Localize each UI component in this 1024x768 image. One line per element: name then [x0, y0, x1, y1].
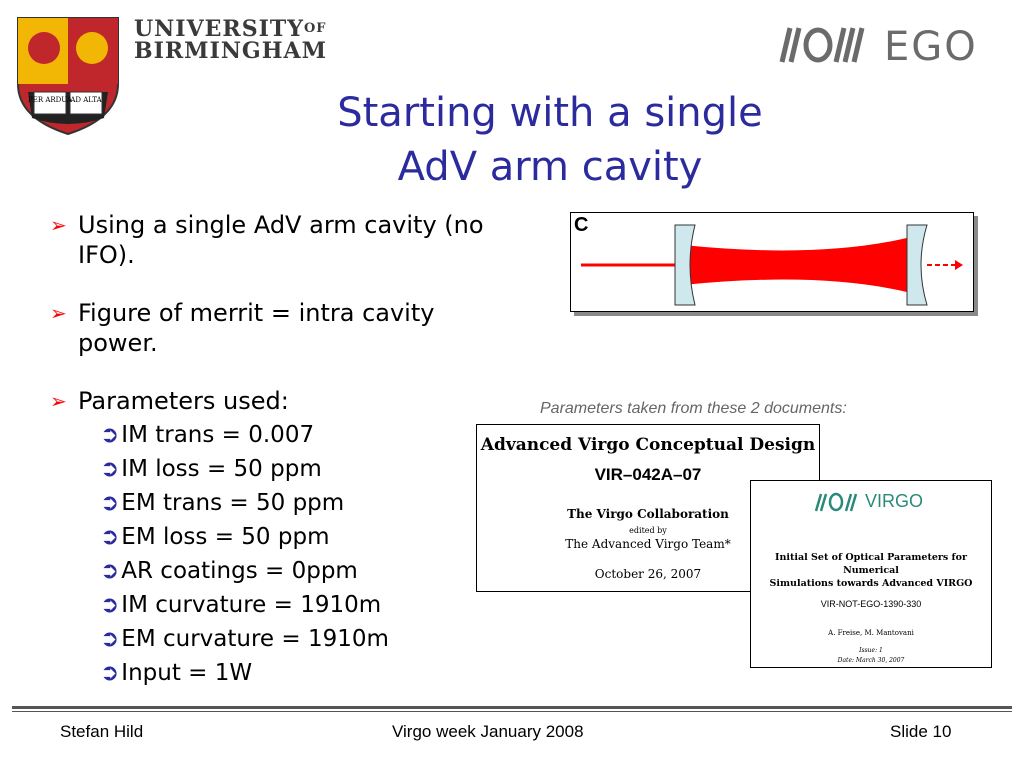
doc1-edited-by: edited by — [629, 526, 667, 535]
title-line1: Starting with a single — [337, 90, 763, 136]
parameter-item — [100, 418, 314, 452]
bullet-text: Parameters used: — [78, 387, 289, 415]
parameter-item — [100, 588, 381, 622]
footer-divider — [12, 706, 1012, 709]
cavity-diagram — [571, 213, 973, 311]
footer-divider-thin — [12, 711, 1012, 712]
bullet-item — [50, 386, 520, 416]
doc2-title — [751, 551, 991, 590]
parameter-item — [100, 452, 322, 486]
parameter-text: AR coatings = 0ppm — [121, 558, 358, 584]
footer-event: Virgo week January 2008 — [392, 722, 584, 741]
parameter-text: EM curvature = 1910m — [121, 626, 389, 652]
footer-slide-number: Slide 10 — [890, 722, 952, 741]
sub-bullet-arrow-icon: ➲ — [100, 524, 120, 550]
bullet-item — [50, 210, 520, 270]
parameter-item — [100, 554, 358, 588]
title-line2: AdV arm cavity — [397, 144, 703, 190]
doc1-title: Advanced Virgo Conceptual Design — [480, 435, 816, 455]
parameter-text: IM trans = 0.007 — [121, 422, 315, 448]
sub-bullet-arrow-icon: ➲ — [100, 558, 120, 584]
sub-bullet-arrow-icon: ➲ — [100, 422, 120, 448]
crest-motto-right: AD ALTA — [70, 96, 102, 104]
sub-bullet-arrow-icon: ➲ — [100, 456, 120, 482]
doc2-date: Date: March 30, 2007 — [837, 657, 905, 664]
bullet-item — [50, 298, 520, 358]
parameter-text: IM loss = 50 ppm — [121, 456, 322, 482]
crest-motto-left: PER ARDUA — [28, 96, 72, 104]
documents-caption: Parameters taken from these 2 documents: — [540, 400, 847, 417]
parameter-text: Input = 1W — [121, 660, 253, 686]
doc2-title-line1: Initial Set of Optical Parameters for Numerical — [775, 552, 967, 576]
sub-bullet-arrow-icon: ➲ — [100, 490, 120, 516]
parameter-text: IM curvature = 1910m — [121, 592, 382, 618]
virgo-logo-text: VIRGO — [865, 491, 924, 511]
sub-bullet-arrow-icon: ➲ — [100, 660, 120, 686]
doc1-code: VIR–042A–07 — [594, 465, 702, 484]
footer-author: Stefan Hild — [60, 722, 144, 741]
parameter-text: EM loss = 50 ppm — [121, 524, 330, 550]
university-of: OF — [303, 21, 327, 36]
university-line1: UNIVERSITY — [134, 16, 304, 42]
cavity-figure — [570, 212, 974, 312]
virgo-logo-icon — [813, 491, 863, 513]
cavity-figure-label: C — [574, 214, 589, 236]
document-2-thumbnail — [750, 480, 992, 668]
doc1-editor: The Advanced Virgo Team* — [565, 537, 731, 551]
parameter-item — [100, 520, 329, 554]
doc2-issue: Issue: 1 — [859, 647, 883, 654]
bullet-text: Using a single AdV arm cavity (no IFO). — [78, 211, 484, 269]
bullet-arrow-icon: ➢ — [50, 301, 67, 325]
doc2-authors: A. Freise, M. Mantovani — [828, 629, 914, 637]
doc2-title-line2: Simulations towards Advanced VIRGO — [769, 578, 973, 589]
doc1-author: The Virgo Collaboration — [567, 507, 729, 521]
doc2-code: VIR-NOT-EGO-1390-330 — [820, 599, 922, 609]
ego-logo-text: EGO — [884, 24, 978, 70]
slide-title — [230, 86, 870, 194]
parameter-item — [100, 656, 252, 690]
bullet-arrow-icon: ➢ — [50, 213, 67, 237]
doc1-date: October 26, 2007 — [594, 567, 702, 581]
parameter-text: EM trans = 50 ppm — [121, 490, 345, 516]
intra-cavity-beam — [683, 237, 911, 293]
beam-arrowhead-icon — [955, 260, 963, 270]
parameter-item — [100, 486, 344, 520]
parameter-item — [100, 622, 389, 656]
bullet-text: Figure of merrit = intra cavity power. — [78, 299, 435, 357]
sub-bullet-arrow-icon: ➲ — [100, 592, 120, 618]
university-crest-logo — [14, 14, 122, 138]
university-name — [134, 18, 327, 62]
end-mirror — [907, 225, 927, 305]
university-line2: BIRMINGHAM — [134, 38, 327, 64]
sub-bullet-arrow-icon: ➲ — [100, 626, 120, 652]
bullet-arrow-icon: ➢ — [50, 389, 67, 413]
